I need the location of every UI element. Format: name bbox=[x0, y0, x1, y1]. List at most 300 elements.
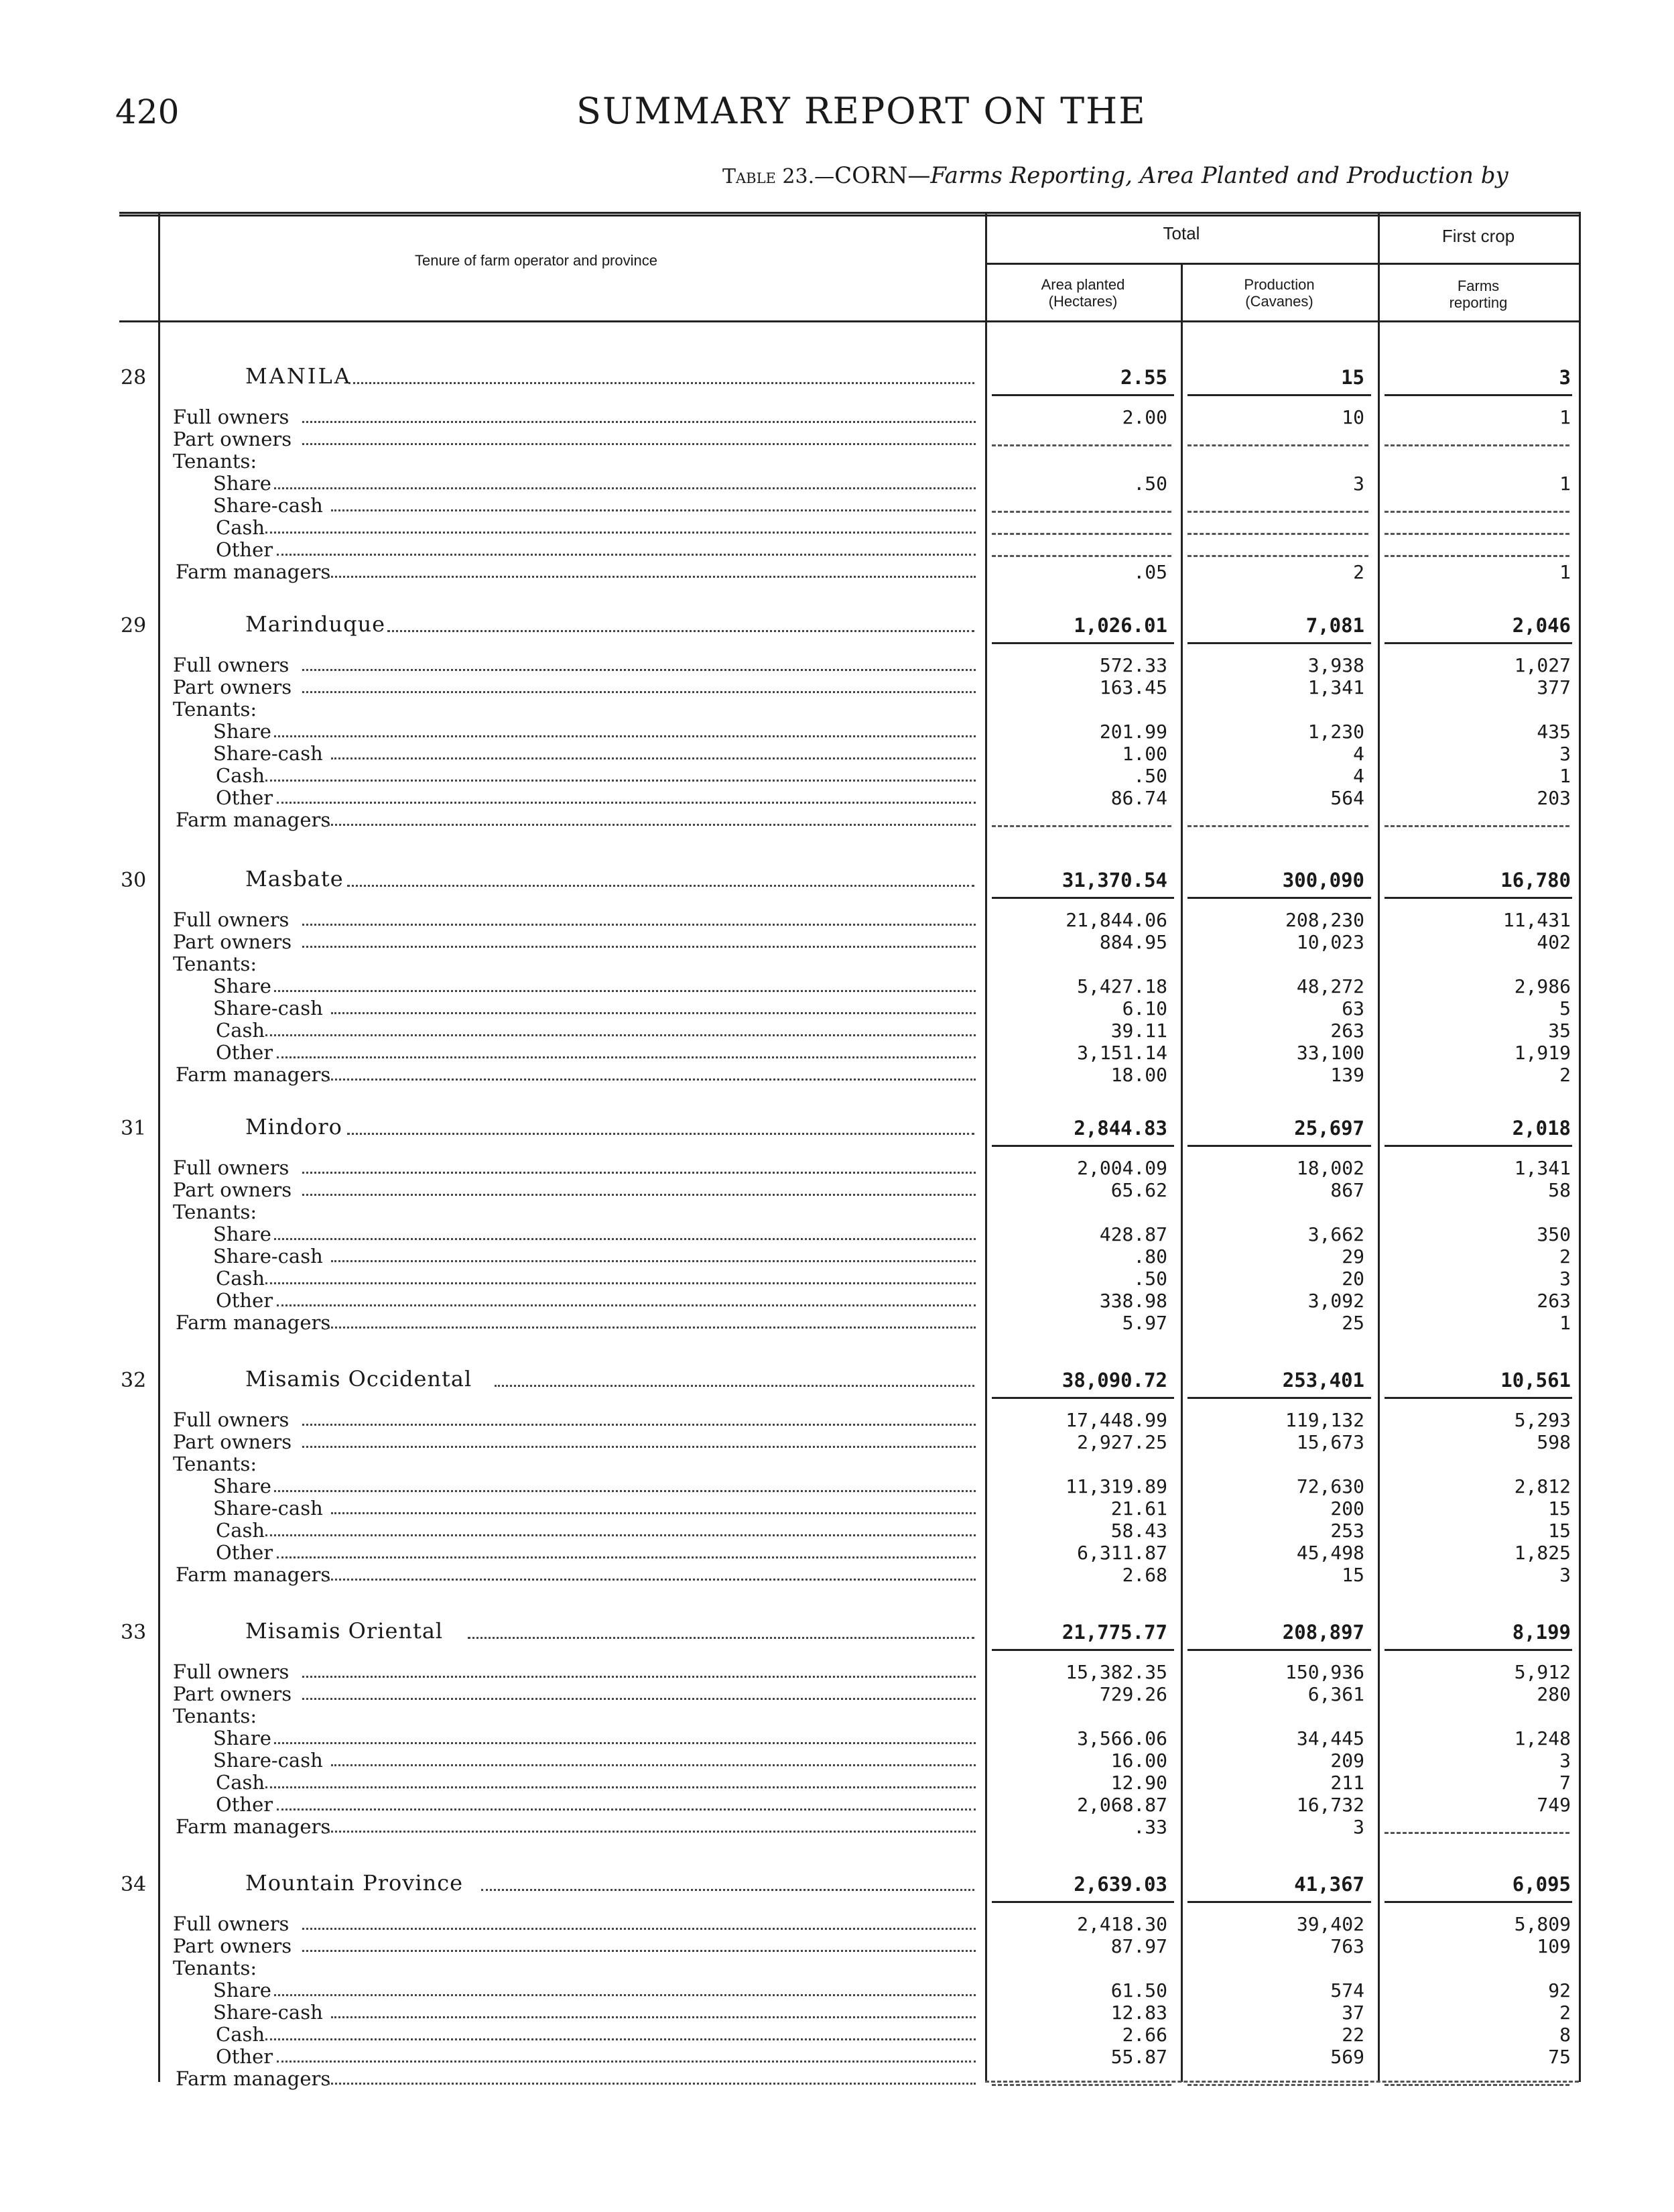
prov-32-row-label-2: Part owners bbox=[173, 1430, 292, 1453]
prov-30-row-leader-4 bbox=[274, 990, 976, 992]
prov-28-row-6-blank-b bbox=[1187, 533, 1368, 535]
prov-28-row-label-5: Share-cash bbox=[213, 494, 323, 517]
prov-31-total-farms: 2,018 bbox=[1512, 1117, 1571, 1140]
prov-32-row-label-1: Full owners bbox=[173, 1408, 289, 1431]
prov-32-row-7-production: 45,498 bbox=[1296, 1542, 1364, 1564]
prov-28-row-2-blank-b bbox=[1187, 444, 1368, 446]
prov-32-row-5-area: 21.61 bbox=[1110, 1497, 1167, 1520]
prov-30-name: Masbate bbox=[245, 866, 344, 892]
prov-32-row-8-farms: 3 bbox=[1559, 1564, 1571, 1586]
prov-32-row-leader-4 bbox=[274, 1490, 976, 1492]
prov-34-total-farms: 6,095 bbox=[1512, 1873, 1571, 1896]
table-subtitle: Farms Reporting, Area Planted and Production by bbox=[930, 162, 1508, 189]
table-top-rule bbox=[119, 212, 1579, 214]
prov-31-row-6-farms: 3 bbox=[1559, 1268, 1571, 1290]
prov-29-row-leader-6 bbox=[265, 780, 976, 782]
prov-33-row-8-farms-blank bbox=[1385, 1832, 1569, 1834]
prov-29-total-rule-a bbox=[992, 642, 1174, 644]
prov-31-row-5-area: .80 bbox=[1133, 1245, 1167, 1268]
prov-28-row-7-blank-a bbox=[992, 555, 1171, 557]
prov-32-row-7-area: 6,311.87 bbox=[1077, 1542, 1167, 1564]
prov-30-row-5-production: 63 bbox=[1342, 997, 1364, 1020]
prov-34-row-2-farms: 109 bbox=[1537, 1935, 1571, 1957]
prov-34-total-rule-c bbox=[1385, 1901, 1572, 1903]
prov-32-total-production: 253,401 bbox=[1282, 1369, 1364, 1392]
prov-31-leader bbox=[347, 1133, 974, 1135]
prov-29-row-label-4: Share bbox=[213, 720, 271, 743]
prov-32-row-leader-1 bbox=[302, 1424, 976, 1426]
prov-33-row-leader-4 bbox=[274, 1742, 976, 1744]
prov-28-row-label-2: Part owners bbox=[173, 428, 292, 450]
prov-30-row-7-production: 33,100 bbox=[1296, 1042, 1364, 1064]
header-area-planted-line-2: (Hectares) bbox=[1048, 293, 1118, 310]
prov-32-row-2-area: 2,927.25 bbox=[1077, 1431, 1167, 1453]
prov-29-row-1-farms: 1,027 bbox=[1514, 654, 1571, 676]
header-farms-reporting bbox=[1378, 278, 1579, 311]
prov-31-row-7-farms: 263 bbox=[1537, 1290, 1571, 1312]
prov-33-row-7-farms: 749 bbox=[1537, 1794, 1571, 1816]
prov-32-row-1-farms: 5,293 bbox=[1514, 1409, 1571, 1431]
prov-31-row-label-3: Tenants: bbox=[173, 1201, 257, 1223]
prov-30-total-farms: 16,780 bbox=[1500, 869, 1571, 892]
prov-30-row-8-farms: 2 bbox=[1559, 1064, 1571, 1086]
prov-34-total-rule-b bbox=[1187, 1901, 1371, 1903]
prov-33-row-label-2: Part owners bbox=[173, 1682, 292, 1705]
prov-29-row-5-farms: 3 bbox=[1559, 743, 1571, 765]
prov-28-total-farms: 3 bbox=[1559, 366, 1571, 389]
prov-30-row-7-area: 3,151.14 bbox=[1077, 1042, 1167, 1064]
prov-28-row-label-7: Other bbox=[216, 538, 273, 561]
prov-30-row-leader-6 bbox=[265, 1034, 976, 1036]
prov-28-row-leader-8 bbox=[328, 576, 976, 578]
prov-34-row-5-farms: 2 bbox=[1559, 2002, 1571, 2024]
prov-30-row-label-2: Part owners bbox=[173, 930, 292, 953]
prov-31-row-4-production: 3,662 bbox=[1307, 1223, 1364, 1245]
prov-32-row-5-production: 200 bbox=[1330, 1497, 1364, 1520]
prov-31-row-2-area: 65.62 bbox=[1110, 1179, 1167, 1201]
prov-29-row-2-production: 1,341 bbox=[1307, 676, 1364, 698]
prov-34-row-label-6: Cash bbox=[216, 2023, 265, 2046]
prov-29-row-label-5: Share-cash bbox=[213, 742, 323, 765]
prov-34-row-8-blank-b bbox=[1187, 2084, 1368, 2086]
prov-28-row-8-farms: 1 bbox=[1559, 561, 1571, 583]
prov-30-row-label-7: Other bbox=[216, 1041, 273, 1064]
prov-33-row-4-area: 3,566.06 bbox=[1077, 1727, 1167, 1749]
prov-34-row-leader-1 bbox=[302, 1928, 976, 1930]
prov-34-row-5-production: 37 bbox=[1342, 2002, 1364, 2024]
prov-31-total-rule-c bbox=[1385, 1145, 1572, 1147]
prov-29-row-5-area: 1.00 bbox=[1122, 743, 1167, 765]
prov-31-row-label-1: Full owners bbox=[173, 1156, 289, 1179]
prov-31-row-1-farms: 1,341 bbox=[1514, 1157, 1571, 1179]
prov-30-total-rule-b bbox=[1187, 897, 1371, 899]
prov-32-row-5-farms: 15 bbox=[1548, 1497, 1571, 1520]
prov-33-row-2-area: 729.26 bbox=[1099, 1683, 1167, 1705]
prov-33-row-1-area: 15,382.35 bbox=[1066, 1661, 1167, 1683]
prov-31-row-7-production: 3,092 bbox=[1307, 1290, 1364, 1312]
prov-34-name: Mountain Province bbox=[245, 1870, 464, 1896]
prov-32-row-2-production: 15,673 bbox=[1296, 1431, 1364, 1453]
prov-32-line-number: 32 bbox=[121, 1369, 147, 1392]
prov-32-row-leader-8 bbox=[328, 1579, 976, 1581]
prov-31-row-4-area: 428.87 bbox=[1099, 1223, 1167, 1245]
prov-29-row-6-farms: 1 bbox=[1559, 765, 1571, 787]
prov-29-row-6-production: 4 bbox=[1353, 765, 1364, 787]
prov-29-row-8-blank-c bbox=[1385, 825, 1569, 827]
prov-34-row-4-production: 574 bbox=[1330, 1979, 1364, 2002]
prov-28-row-7-blank-b bbox=[1187, 555, 1368, 557]
prov-34-row-7-production: 569 bbox=[1330, 2046, 1364, 2068]
prov-33-total-rule-a bbox=[992, 1649, 1174, 1651]
prov-32-row-2-farms: 598 bbox=[1537, 1431, 1571, 1453]
table-caption bbox=[722, 162, 1508, 189]
table-bottom-rule bbox=[985, 2081, 1579, 2083]
prov-34-row-8-blank-c bbox=[1385, 2084, 1569, 2086]
prov-34-row-leader-8 bbox=[328, 2083, 976, 2085]
prov-30-row-1-farms: 11,431 bbox=[1502, 909, 1571, 931]
prov-28-total-area: 2.55 bbox=[1120, 366, 1167, 389]
prov-34-row-4-farms: 92 bbox=[1548, 1979, 1571, 2002]
prov-33-row-5-production: 209 bbox=[1330, 1749, 1364, 1772]
prov-32-row-leader-7 bbox=[277, 1556, 976, 1558]
prov-30-row-2-production: 10,023 bbox=[1296, 931, 1364, 953]
prov-30-row-4-farms: 2,986 bbox=[1514, 975, 1571, 997]
prov-28-row-5-blank-a bbox=[992, 511, 1171, 513]
prov-28-total-production: 15 bbox=[1341, 366, 1364, 389]
prov-30-row-leader-2 bbox=[302, 946, 976, 948]
prov-34-line-number: 34 bbox=[121, 1873, 147, 1896]
prov-31-row-label-8: Farm managers bbox=[176, 1311, 331, 1334]
prov-33-row-leader-6 bbox=[265, 1786, 976, 1788]
prov-28-row-5-blank-c bbox=[1385, 511, 1569, 513]
prov-28-row-2-blank-a bbox=[992, 444, 1171, 446]
prov-33-row-4-farms: 1,248 bbox=[1514, 1727, 1571, 1749]
prov-30-row-8-area: 18.00 bbox=[1110, 1064, 1167, 1086]
prov-33-row-7-production: 16,732 bbox=[1296, 1794, 1364, 1816]
prov-31-name: Mindoro bbox=[245, 1114, 342, 1140]
stub-left-rule bbox=[158, 212, 160, 2082]
prov-30-line-number: 30 bbox=[121, 869, 147, 892]
prov-33-row-1-production: 150,936 bbox=[1285, 1661, 1364, 1683]
prov-32-row-label-3: Tenants: bbox=[173, 1453, 257, 1475]
prov-31-row-4-farms: 350 bbox=[1537, 1223, 1571, 1245]
prov-29-row-label-2: Part owners bbox=[173, 676, 292, 698]
prov-34-row-4-area: 61.50 bbox=[1110, 1979, 1167, 2002]
prov-34-row-label-8: Farm managers bbox=[176, 2067, 331, 2090]
prov-32-row-4-production: 72,630 bbox=[1296, 1475, 1364, 1497]
prov-33-row-label-1: Full owners bbox=[173, 1660, 289, 1683]
prov-32-row-leader-5 bbox=[331, 1512, 976, 1514]
prov-31-row-6-area: .50 bbox=[1133, 1268, 1167, 1290]
header-bottom-rule bbox=[119, 320, 1579, 322]
prov-30-row-1-area: 21,844.06 bbox=[1066, 909, 1167, 931]
page-number: 420 bbox=[115, 93, 180, 131]
prov-30-row-6-farms: 35 bbox=[1548, 1020, 1571, 1042]
prov-34-row-label-7: Other bbox=[216, 2045, 273, 2068]
header-stub: Tenure of farm operator and province bbox=[415, 252, 657, 269]
prov-30-row-4-production: 48,272 bbox=[1296, 975, 1364, 997]
prov-32-leader bbox=[495, 1385, 974, 1387]
prov-28-row-leader-4 bbox=[274, 487, 976, 489]
prov-31-row-8-area: 5.97 bbox=[1122, 1312, 1167, 1334]
prov-29-row-1-area: 572.33 bbox=[1099, 654, 1167, 676]
table-right-rule bbox=[1579, 212, 1581, 2082]
prov-34-row-label-4: Share bbox=[213, 1979, 271, 2002]
prov-30-row-8-production: 139 bbox=[1330, 1064, 1364, 1086]
prov-28-row-label-4: Share bbox=[213, 472, 271, 495]
prov-28-row-4-area: .50 bbox=[1133, 473, 1167, 495]
prov-34-row-1-production: 39,402 bbox=[1296, 1913, 1364, 1935]
prov-29-row-label-3: Tenants: bbox=[173, 698, 257, 721]
prov-31-total-rule-a bbox=[992, 1145, 1174, 1147]
prov-29-row-4-area: 201.99 bbox=[1099, 721, 1167, 743]
prov-30-row-label-3: Tenants: bbox=[173, 953, 257, 975]
table-label: Table 23.— bbox=[722, 165, 835, 188]
prov-30-row-6-area: 39.11 bbox=[1110, 1020, 1167, 1042]
prov-31-total-production: 25,697 bbox=[1294, 1117, 1364, 1140]
prov-33-row-label-8: Farm managers bbox=[176, 1815, 331, 1838]
prov-28-total-rule-a bbox=[992, 394, 1174, 396]
prov-34-row-label-3: Tenants: bbox=[173, 1957, 257, 1979]
prov-28-row-6-blank-a bbox=[992, 533, 1171, 535]
prov-29-row-label-7: Other bbox=[216, 786, 273, 809]
prov-31-row-7-area: 338.98 bbox=[1099, 1290, 1167, 1312]
prov-33-name: Misamis Oriental bbox=[245, 1618, 444, 1644]
prov-28-row-leader-2 bbox=[302, 443, 976, 445]
prov-29-row-2-area: 163.45 bbox=[1099, 676, 1167, 698]
prov-34-row-6-production: 22 bbox=[1342, 2024, 1364, 2046]
prov-29-row-label-1: Full owners bbox=[173, 654, 289, 676]
prov-29-row-8-blank-a bbox=[992, 825, 1171, 827]
prov-34-row-7-farms: 75 bbox=[1548, 2046, 1571, 2068]
prov-32-row-label-8: Farm managers bbox=[176, 1563, 331, 1586]
prov-32-row-6-production: 253 bbox=[1330, 1520, 1364, 1542]
prov-31-row-1-production: 18,002 bbox=[1296, 1157, 1364, 1179]
prov-32-name: Misamis Occidental bbox=[245, 1366, 472, 1392]
prov-29-row-leader-7 bbox=[277, 802, 976, 804]
prov-30-row-7-farms: 1,919 bbox=[1514, 1042, 1571, 1064]
prov-31-row-label-4: Share bbox=[213, 1223, 271, 1245]
prov-28-leader bbox=[348, 382, 974, 384]
prov-31-line-number: 31 bbox=[121, 1117, 147, 1140]
prov-34-row-5-area: 12.83 bbox=[1110, 2002, 1167, 2024]
prov-32-row-6-farms: 15 bbox=[1548, 1520, 1571, 1542]
prov-33-total-production: 208,897 bbox=[1282, 1621, 1364, 1644]
prov-30-row-5-area: 6.10 bbox=[1122, 997, 1167, 1020]
prov-32-row-leader-6 bbox=[265, 1534, 976, 1536]
prov-30-row-4-area: 5,427.18 bbox=[1077, 975, 1167, 997]
prov-30-row-2-area: 884.95 bbox=[1099, 931, 1167, 953]
prov-31-row-leader-4 bbox=[274, 1238, 976, 1240]
header-production-line-2: (Cavanes) bbox=[1245, 293, 1313, 310]
prov-29-row-6-area: .50 bbox=[1133, 765, 1167, 787]
prov-32-row-leader-2 bbox=[302, 1446, 976, 1448]
first-crop-group-rule bbox=[1378, 263, 1579, 265]
prov-34-row-leader-7 bbox=[277, 2061, 976, 2063]
prov-32-row-1-production: 119,132 bbox=[1285, 1409, 1364, 1431]
prov-28-row-8-production: 2 bbox=[1353, 561, 1364, 583]
prov-34-total-rule-a bbox=[992, 1901, 1174, 1903]
prov-34-row-label-1: Full owners bbox=[173, 1912, 289, 1935]
prov-33-row-6-production: 211 bbox=[1330, 1772, 1364, 1794]
prov-28-row-6-blank-c bbox=[1385, 533, 1569, 535]
prov-31-row-label-5: Share-cash bbox=[213, 1245, 323, 1268]
prov-33-leader bbox=[468, 1637, 974, 1639]
prov-31-total-rule-b bbox=[1187, 1145, 1371, 1147]
prov-34-row-label-5: Share-cash bbox=[213, 2001, 323, 2024]
prov-29-total-rule-c bbox=[1385, 642, 1572, 644]
prov-31-row-leader-2 bbox=[302, 1194, 976, 1196]
prov-33-row-7-area: 2,068.87 bbox=[1077, 1794, 1167, 1816]
prov-33-row-label-4: Share bbox=[213, 1727, 271, 1749]
prov-32-total-rule-c bbox=[1385, 1397, 1572, 1399]
prov-33-row-label-5: Share-cash bbox=[213, 1749, 323, 1772]
header-production bbox=[1181, 276, 1378, 310]
prov-29-row-4-production: 1,230 bbox=[1307, 721, 1364, 743]
prov-32-row-4-area: 11,319.89 bbox=[1066, 1475, 1167, 1497]
prov-28-row-4-farms: 1 bbox=[1559, 473, 1571, 495]
prov-30-row-leader-7 bbox=[277, 1056, 976, 1058]
prov-32-row-6-area: 58.43 bbox=[1110, 1520, 1167, 1542]
prov-30-row-leader-5 bbox=[331, 1012, 976, 1014]
prov-30-row-label-5: Share-cash bbox=[213, 997, 323, 1020]
prov-33-row-label-6: Cash bbox=[216, 1771, 265, 1794]
prov-33-row-6-farms: 7 bbox=[1559, 1772, 1571, 1794]
prov-34-total-production: 41,367 bbox=[1294, 1873, 1364, 1896]
prov-31-row-8-farms: 1 bbox=[1559, 1312, 1571, 1334]
prov-33-row-leader-8 bbox=[328, 1831, 976, 1833]
prov-32-row-7-farms: 1,825 bbox=[1514, 1542, 1571, 1564]
prov-31-row-leader-7 bbox=[277, 1304, 976, 1306]
prov-29-name: Marinduque bbox=[245, 611, 386, 637]
prov-29-row-5-production: 4 bbox=[1353, 743, 1364, 765]
prov-31-row-label-2: Part owners bbox=[173, 1178, 292, 1201]
prov-29-total-area: 1,026.01 bbox=[1074, 614, 1167, 637]
prov-29-row-leader-5 bbox=[331, 757, 976, 759]
prov-32-total-rule-a bbox=[992, 1397, 1174, 1399]
prov-30-row-1-production: 208,230 bbox=[1285, 909, 1364, 931]
prov-34-row-leader-4 bbox=[274, 1994, 976, 1996]
prov-31-row-5-production: 29 bbox=[1342, 1245, 1364, 1268]
header-total: Total bbox=[1163, 223, 1200, 243]
prov-32-row-8-area: 2.68 bbox=[1122, 1564, 1167, 1586]
prov-33-line-number: 33 bbox=[121, 1621, 147, 1644]
prov-30-row-2-farms: 402 bbox=[1537, 931, 1571, 953]
prov-28-row-leader-1 bbox=[302, 421, 976, 423]
prov-28-row-label-3: Tenants: bbox=[173, 450, 257, 473]
prov-31-row-leader-6 bbox=[265, 1282, 976, 1284]
prov-34-row-leader-6 bbox=[265, 2038, 976, 2040]
prov-29-total-rule-b bbox=[1187, 642, 1371, 644]
prov-30-row-leader-1 bbox=[302, 924, 976, 926]
prov-29-row-4-farms: 435 bbox=[1537, 721, 1571, 743]
prov-31-row-leader-5 bbox=[331, 1260, 976, 1262]
prov-32-row-8-production: 15 bbox=[1342, 1564, 1364, 1586]
prov-34-row-2-area: 87.97 bbox=[1110, 1935, 1167, 1957]
header-production-line-1: Production bbox=[1244, 276, 1315, 293]
header-first-crop: First crop bbox=[1441, 226, 1515, 246]
prov-31-row-8-production: 25 bbox=[1342, 1312, 1364, 1334]
prov-33-row-label-3: Tenants: bbox=[173, 1705, 257, 1727]
prov-30-total-rule-c bbox=[1385, 897, 1572, 899]
prov-29-total-production: 7,081 bbox=[1305, 614, 1364, 637]
prov-29-leader bbox=[387, 630, 974, 632]
prov-28-row-4-production: 3 bbox=[1353, 473, 1364, 495]
prov-34-total-area: 2,639.03 bbox=[1074, 1873, 1167, 1896]
prov-33-row-2-farms: 280 bbox=[1537, 1683, 1571, 1705]
prov-28-row-2-blank-c bbox=[1385, 444, 1569, 446]
prov-30-row-label-8: Farm managers bbox=[176, 1063, 331, 1086]
prov-34-row-6-area: 2.66 bbox=[1122, 2024, 1167, 2046]
prov-30-total-production: 300,090 bbox=[1282, 869, 1364, 892]
running-head: SUMMARY REPORT ON THE bbox=[576, 90, 1147, 132]
prov-32-total-rule-b bbox=[1187, 1397, 1371, 1399]
prov-32-row-label-4: Share bbox=[213, 1475, 271, 1497]
prov-29-row-leader-8 bbox=[328, 824, 976, 826]
prov-30-row-5-farms: 5 bbox=[1559, 997, 1571, 1020]
prov-28-row-8-area: .05 bbox=[1133, 561, 1167, 583]
prov-30-total-area: 31,370.54 bbox=[1061, 869, 1167, 892]
header-area-planted-line-1: Area planted bbox=[1041, 276, 1125, 293]
prov-28-row-7-blank-c bbox=[1385, 555, 1569, 557]
prov-33-row-5-area: 16.00 bbox=[1110, 1749, 1167, 1772]
prov-33-total-area: 21,775.77 bbox=[1061, 1621, 1167, 1644]
prov-29-line-number: 29 bbox=[121, 614, 147, 637]
prov-33-row-leader-7 bbox=[277, 1808, 976, 1810]
prov-30-row-label-6: Cash bbox=[216, 1019, 265, 1042]
prov-34-row-6-farms: 8 bbox=[1559, 2024, 1571, 2046]
prov-33-total-farms: 8,199 bbox=[1512, 1621, 1571, 1644]
prov-33-row-5-farms: 3 bbox=[1559, 1749, 1571, 1772]
prov-29-row-leader-2 bbox=[302, 691, 976, 693]
prov-33-row-leader-5 bbox=[331, 1764, 976, 1766]
prov-28-name: MANILA bbox=[245, 363, 352, 389]
prov-33-row-8-area: .33 bbox=[1133, 1816, 1167, 1838]
prov-34-row-7-area: 55.87 bbox=[1110, 2046, 1167, 2068]
prov-31-total-area: 2,844.83 bbox=[1074, 1117, 1167, 1140]
prov-34-row-1-farms: 5,809 bbox=[1514, 1913, 1571, 1935]
header-farms-reporting-line-1: Farms bbox=[1457, 278, 1500, 294]
prov-29-row-2-farms: 377 bbox=[1537, 676, 1571, 698]
prov-30-total-rule-a bbox=[992, 897, 1174, 899]
prov-28-total-rule-b bbox=[1187, 394, 1371, 396]
header-farms-reporting-line-2: reporting bbox=[1449, 294, 1508, 311]
prov-28-row-leader-5 bbox=[331, 509, 976, 511]
prov-31-row-leader-1 bbox=[302, 1172, 976, 1174]
prov-28-row-label-1: Full owners bbox=[173, 406, 289, 428]
prov-34-leader bbox=[481, 1889, 974, 1891]
prov-33-row-6-area: 12.90 bbox=[1110, 1772, 1167, 1794]
prov-32-row-1-area: 17,448.99 bbox=[1066, 1409, 1167, 1431]
prov-34-row-leader-5 bbox=[331, 2016, 976, 2018]
prov-30-row-label-1: Full owners bbox=[173, 908, 289, 931]
prov-34-row-1-area: 2,418.30 bbox=[1077, 1913, 1167, 1935]
prov-29-row-7-production: 564 bbox=[1330, 787, 1364, 809]
prov-30-leader bbox=[347, 885, 974, 887]
prov-33-row-leader-2 bbox=[302, 1698, 976, 1700]
prov-34-row-8-blank-a bbox=[992, 2084, 1171, 2086]
prov-31-row-label-6: Cash bbox=[216, 1267, 265, 1290]
prov-28-row-5-blank-b bbox=[1187, 511, 1368, 513]
prov-28-row-label-6: Cash bbox=[216, 516, 265, 539]
prov-29-row-7-area: 86.74 bbox=[1110, 787, 1167, 809]
prov-32-row-4-farms: 2,812 bbox=[1514, 1475, 1571, 1497]
prov-32-total-area: 38,090.72 bbox=[1061, 1369, 1167, 1392]
prov-33-row-1-farms: 5,912 bbox=[1514, 1661, 1571, 1683]
prov-33-row-label-7: Other bbox=[216, 1793, 273, 1816]
prov-30-row-label-4: Share bbox=[213, 975, 271, 997]
prov-31-row-5-farms: 2 bbox=[1559, 1245, 1571, 1268]
